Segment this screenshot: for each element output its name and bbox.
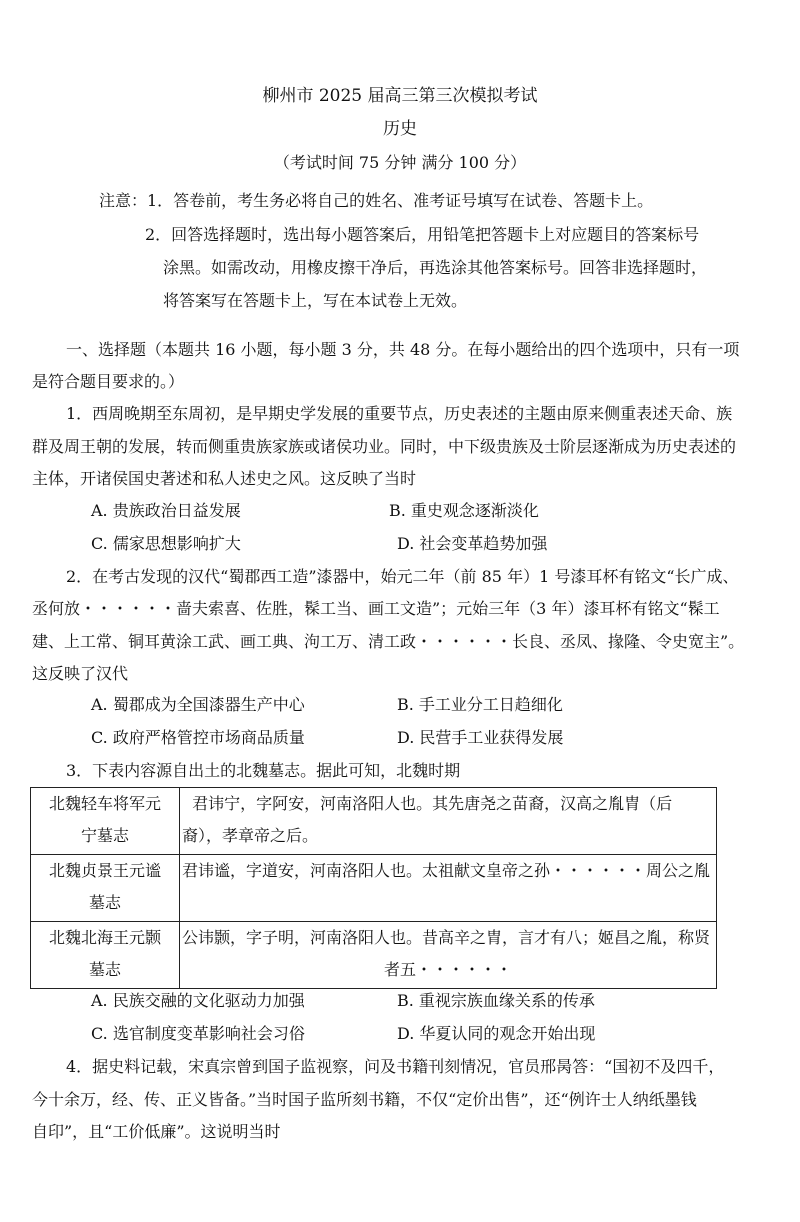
- epitaph-name-line-1: 北魏北海王元颢: [48, 928, 161, 947]
- q3-option-b: B. 重视宗族血缘关系的传承: [397, 991, 595, 1010]
- table-row: [31, 788, 717, 855]
- section-1-instructions-line-1: 一、选择题（本题共 16 小题，每小题 3 分，共 48 分。在每小题给出的四个选项中，只有一项: [66, 340, 740, 359]
- epitaph-text-cell: [180, 855, 717, 922]
- q2-option-d: D. 民营手工业获得发展: [397, 728, 564, 747]
- section-1-instructions-line-2: 是符合题目要求的。）: [32, 372, 185, 391]
- epitaph-text-line-1: 公讳颢，字子明，河南洛阳人也。昔高辛之胄，言才有八；姬昌之胤，称贤: [182, 928, 711, 947]
- epitaph-name-cell: [31, 788, 180, 855]
- notice-1: 注意：1．答卷前，考生务必将自己的姓名、准考证号填写在试卷、答题卡上。: [99, 191, 654, 210]
- q3-option-c: C. 选官制度变革影响社会习俗: [91, 1024, 305, 1043]
- table-row: [31, 922, 717, 989]
- epitaph-text-cell: [180, 922, 717, 989]
- q1-option-d: D. 社会变革趋势加强: [397, 534, 548, 553]
- epitaph-name-line-1: 北魏轻车将军元: [48, 794, 161, 813]
- epitaph-text-line-1: 君讳谧，字道安，河南洛阳人也。太祖献文皇帝之孙・・・・・・周公之胤: [182, 861, 711, 880]
- epitaph-text-cell: [180, 788, 717, 855]
- q2-stem-line-3: 建、上工常、铜耳黄涂工武、画工典、泃工万、清工政・・・・・・长良、丞凤、掾隆、令史宽主”。: [32, 632, 745, 651]
- q2-stem-line-4: 这反映了汉代: [32, 664, 129, 683]
- table-row: [31, 855, 717, 922]
- q1-stem-line-1: 1．西周晚期至东周初，是早期史学发展的重要节点，历史表述的主题由原来侧重表述天命、族: [66, 404, 733, 423]
- epitaph-name-line-1: 北魏贞景王元谧: [48, 861, 161, 880]
- q2-stem-line-2: 丞何放・・・・・・啬夫索喜、佐胜，髹工当、画工文造”；元始三年（3 年）漆耳杯有铭文“髹工: [32, 599, 720, 618]
- q3-option-d: D. 华夏认同的观念开始出现: [397, 1024, 596, 1043]
- epitaph-name-cell: [31, 922, 180, 989]
- q1-option-a: A. 贵族政治日益发展: [91, 501, 241, 520]
- exam-time-info: （考试时间 75 分钟 满分 100 分）: [273, 153, 527, 172]
- q2-stem-line-1: 2．在考古发现的汉代“蜀郡西工造”漆器中，始元二年（前 85 年）1 号漆耳杯有铭文“长广成、: [66, 567, 739, 586]
- q3-option-a: A. 民族交融的文化驱动力加强: [91, 991, 305, 1010]
- q2-option-c: C. 政府严格管控市场商品质量: [91, 728, 305, 747]
- epitaph-text-line-2: 者五・・・・・・: [383, 960, 512, 979]
- notice-2-line-2: 涂黑。如需改动，用橡皮擦干净后，再选涂其他答案标号。回答非选择题时，: [163, 258, 708, 277]
- q2-option-a: A. 蜀郡成为全国漆器生产中心: [91, 695, 305, 714]
- epitaph-text-line-1: 君讳宁，字阿安，河南洛阳人也。其先唐尧之苗裔，汉高之胤胄（后: [182, 794, 673, 813]
- q4-stem-line-3: 自印”，且“工价低廉”。这说明当时: [32, 1122, 281, 1141]
- exam-title: 柳州市 2025 届高三第三次模拟考试: [262, 86, 538, 106]
- q2-option-b: B. 手工业分工日趋细化: [397, 695, 563, 714]
- epitaph-name-line-2: 墓志: [88, 893, 121, 912]
- notice-2-line-1: 2．回答选择题时，选出每小题答案后，用铅笔把答题卡上对应题目的答案标号: [145, 225, 700, 244]
- epitaph-text-line-2: 裔），孝章帝之后。: [182, 826, 319, 845]
- q1-stem-line-3: 主体，开诸侯国史著述和私人述史之风。这反映了当时: [32, 469, 417, 488]
- q1-option-b: B. 重史观念逐渐淡化: [389, 501, 539, 520]
- q1-stem-line-2: 群及周王朝的发展，转而侧重贵族家族或诸侯功业。同时，中下级贵族及士阶层逐渐成为历史表述的: [32, 437, 737, 456]
- epitaph-name-line-2: 墓志: [88, 960, 121, 979]
- q1-option-c: C. 儒家思想影响扩大: [91, 534, 241, 553]
- notice-2-line-3: 将答案写在答题卡上，写在本试卷上无效。: [163, 291, 468, 310]
- epitaph-table: [30, 787, 717, 989]
- epitaph-name-line-2: 宁墓志: [80, 826, 129, 845]
- subject-title: 历史: [383, 119, 417, 139]
- q3-stem: 3．下表内容源自出土的北魏墓志。据此可知，北魏时期: [66, 761, 461, 780]
- q4-stem-line-1: 4．据史料记载，宋真宗曾到国子监视察，问及书籍刊刻情况，官员邢昺答：“国初不及四千，: [66, 1057, 725, 1076]
- epitaph-name-cell: [31, 855, 180, 922]
- q4-stem-line-2: 今十余万，经、传、正义皆备。”当时国子监所刻书籍，不仅“定价出售”，还“例许士人纳纸墨钱: [32, 1090, 697, 1109]
